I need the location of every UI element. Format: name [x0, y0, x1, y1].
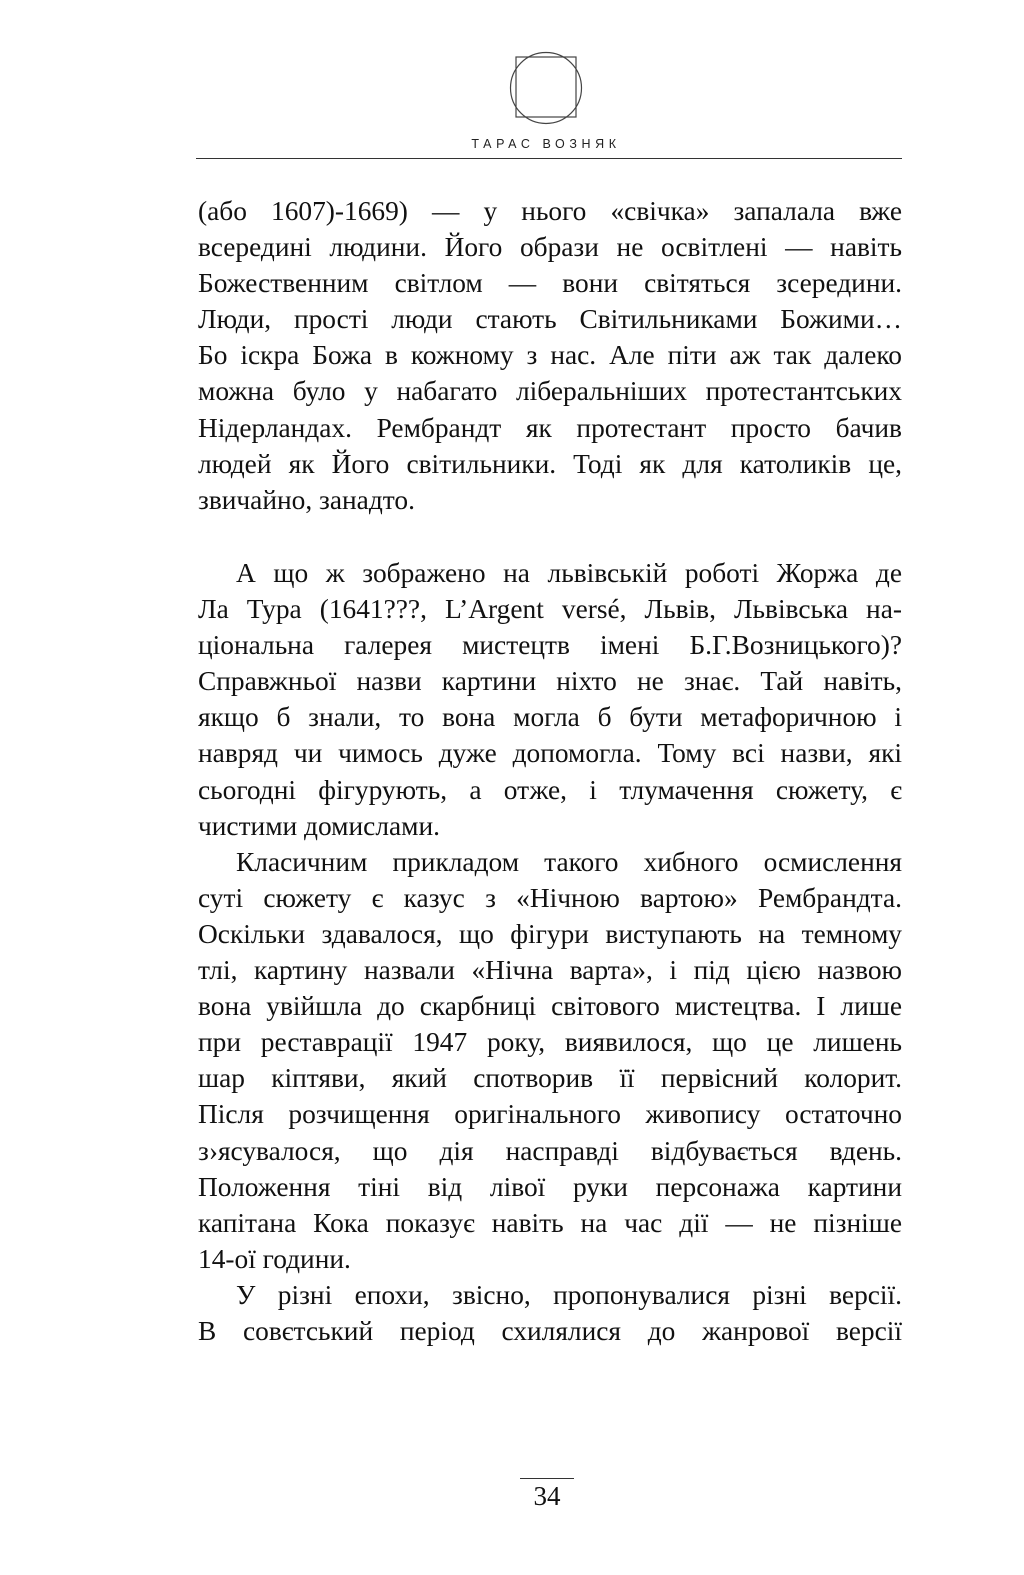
text-line: А що ж зображено на львівській роботі Жоржа де	[236, 558, 902, 588]
text-line: чистими домислами.	[198, 810, 440, 841]
text-line: якщо б знали, то вона могла б бути метафоричною і	[198, 702, 902, 733]
paragraph-continued	[198, 193, 902, 518]
text-line: суті сюжету є казус з «Нічною вартою» Рембрандта.	[198, 882, 902, 913]
text-line: 14-ої години.	[198, 1243, 351, 1274]
text-line: тлі, картину назвали «Нічна варта», і під цією назвою	[198, 955, 902, 986]
text-line: людей як Його світильники. Тоді як для католиків це,	[198, 448, 902, 479]
text-line: Положення тіні від лівої руки персонажа картини	[198, 1171, 902, 1202]
header-rule	[196, 158, 902, 159]
text-line: (або 1607)-1669) — у нього «свічка» запалала вже	[198, 196, 902, 226]
text-line: з›ясувалося, що дія насправді відбувається вдень.	[198, 1135, 902, 1166]
text-line: навряд чи чимось дуже допомогла. Тому всі назви, які	[198, 738, 902, 769]
text-line: У різні епохи, звісно, пропонувалися різні версії.	[236, 1279, 902, 1310]
text-line: Люди, прості люди стають Світильниками Божими…	[198, 304, 902, 335]
page-number: 34	[520, 1478, 574, 1511]
text-line: вона увійшла до скарбниці світового мистецтва. І лише	[198, 991, 902, 1022]
publisher-logo-icon	[509, 46, 583, 128]
text-line: Божественним світлом — вони світяться зсередини.	[198, 268, 902, 299]
text-line: Ла Тура (1641???, L’Argent versé, Львів, Львівська на-	[198, 594, 902, 625]
text-line: Бо іскра Божа в кожному з нас. Але піти аж так далеко	[198, 340, 902, 371]
text-line: при реставрації 1947 року, виявилося, що це лишень	[198, 1027, 902, 1058]
body-text	[198, 555, 902, 1349]
text-line: Класичним прикладом такого хибного осмислення	[236, 846, 902, 877]
text-line: капітана Кока показує навіть на час дії — не пізніше	[198, 1207, 902, 1238]
text-line: Після розчищення оригінального живопису остаточно	[198, 1099, 902, 1130]
running-head: ТАРАС ВОЗНЯК	[471, 137, 621, 151]
text-line: Оскільки здавалося, що фігури виступають на темному	[198, 918, 902, 949]
text-line: шар кіптяви, який спотворив її первісний колорит.	[198, 1063, 902, 1094]
text-line: Нідерландах. Рембрандт як протестант просто бачив	[198, 412, 902, 443]
text-line: В совєтський період схилялися до жанрової версії	[198, 1315, 902, 1346]
text-line: звичайно, занадто.	[198, 484, 415, 515]
text-line: сьогодні фігурують, а отже, і тлумачення сюжету, є	[198, 774, 902, 805]
text-line: ціональна галерея мистецтв імені Б.Г.Возницького)?	[198, 630, 902, 661]
text-line: всередині людини. Його образи не освітлені — навіть	[198, 232, 902, 263]
text-line: можна було у набагато ліберальніших протестантських	[198, 376, 902, 407]
text-line: Справжньої назви картини ніхто не знає. Тай навіть,	[198, 666, 902, 697]
